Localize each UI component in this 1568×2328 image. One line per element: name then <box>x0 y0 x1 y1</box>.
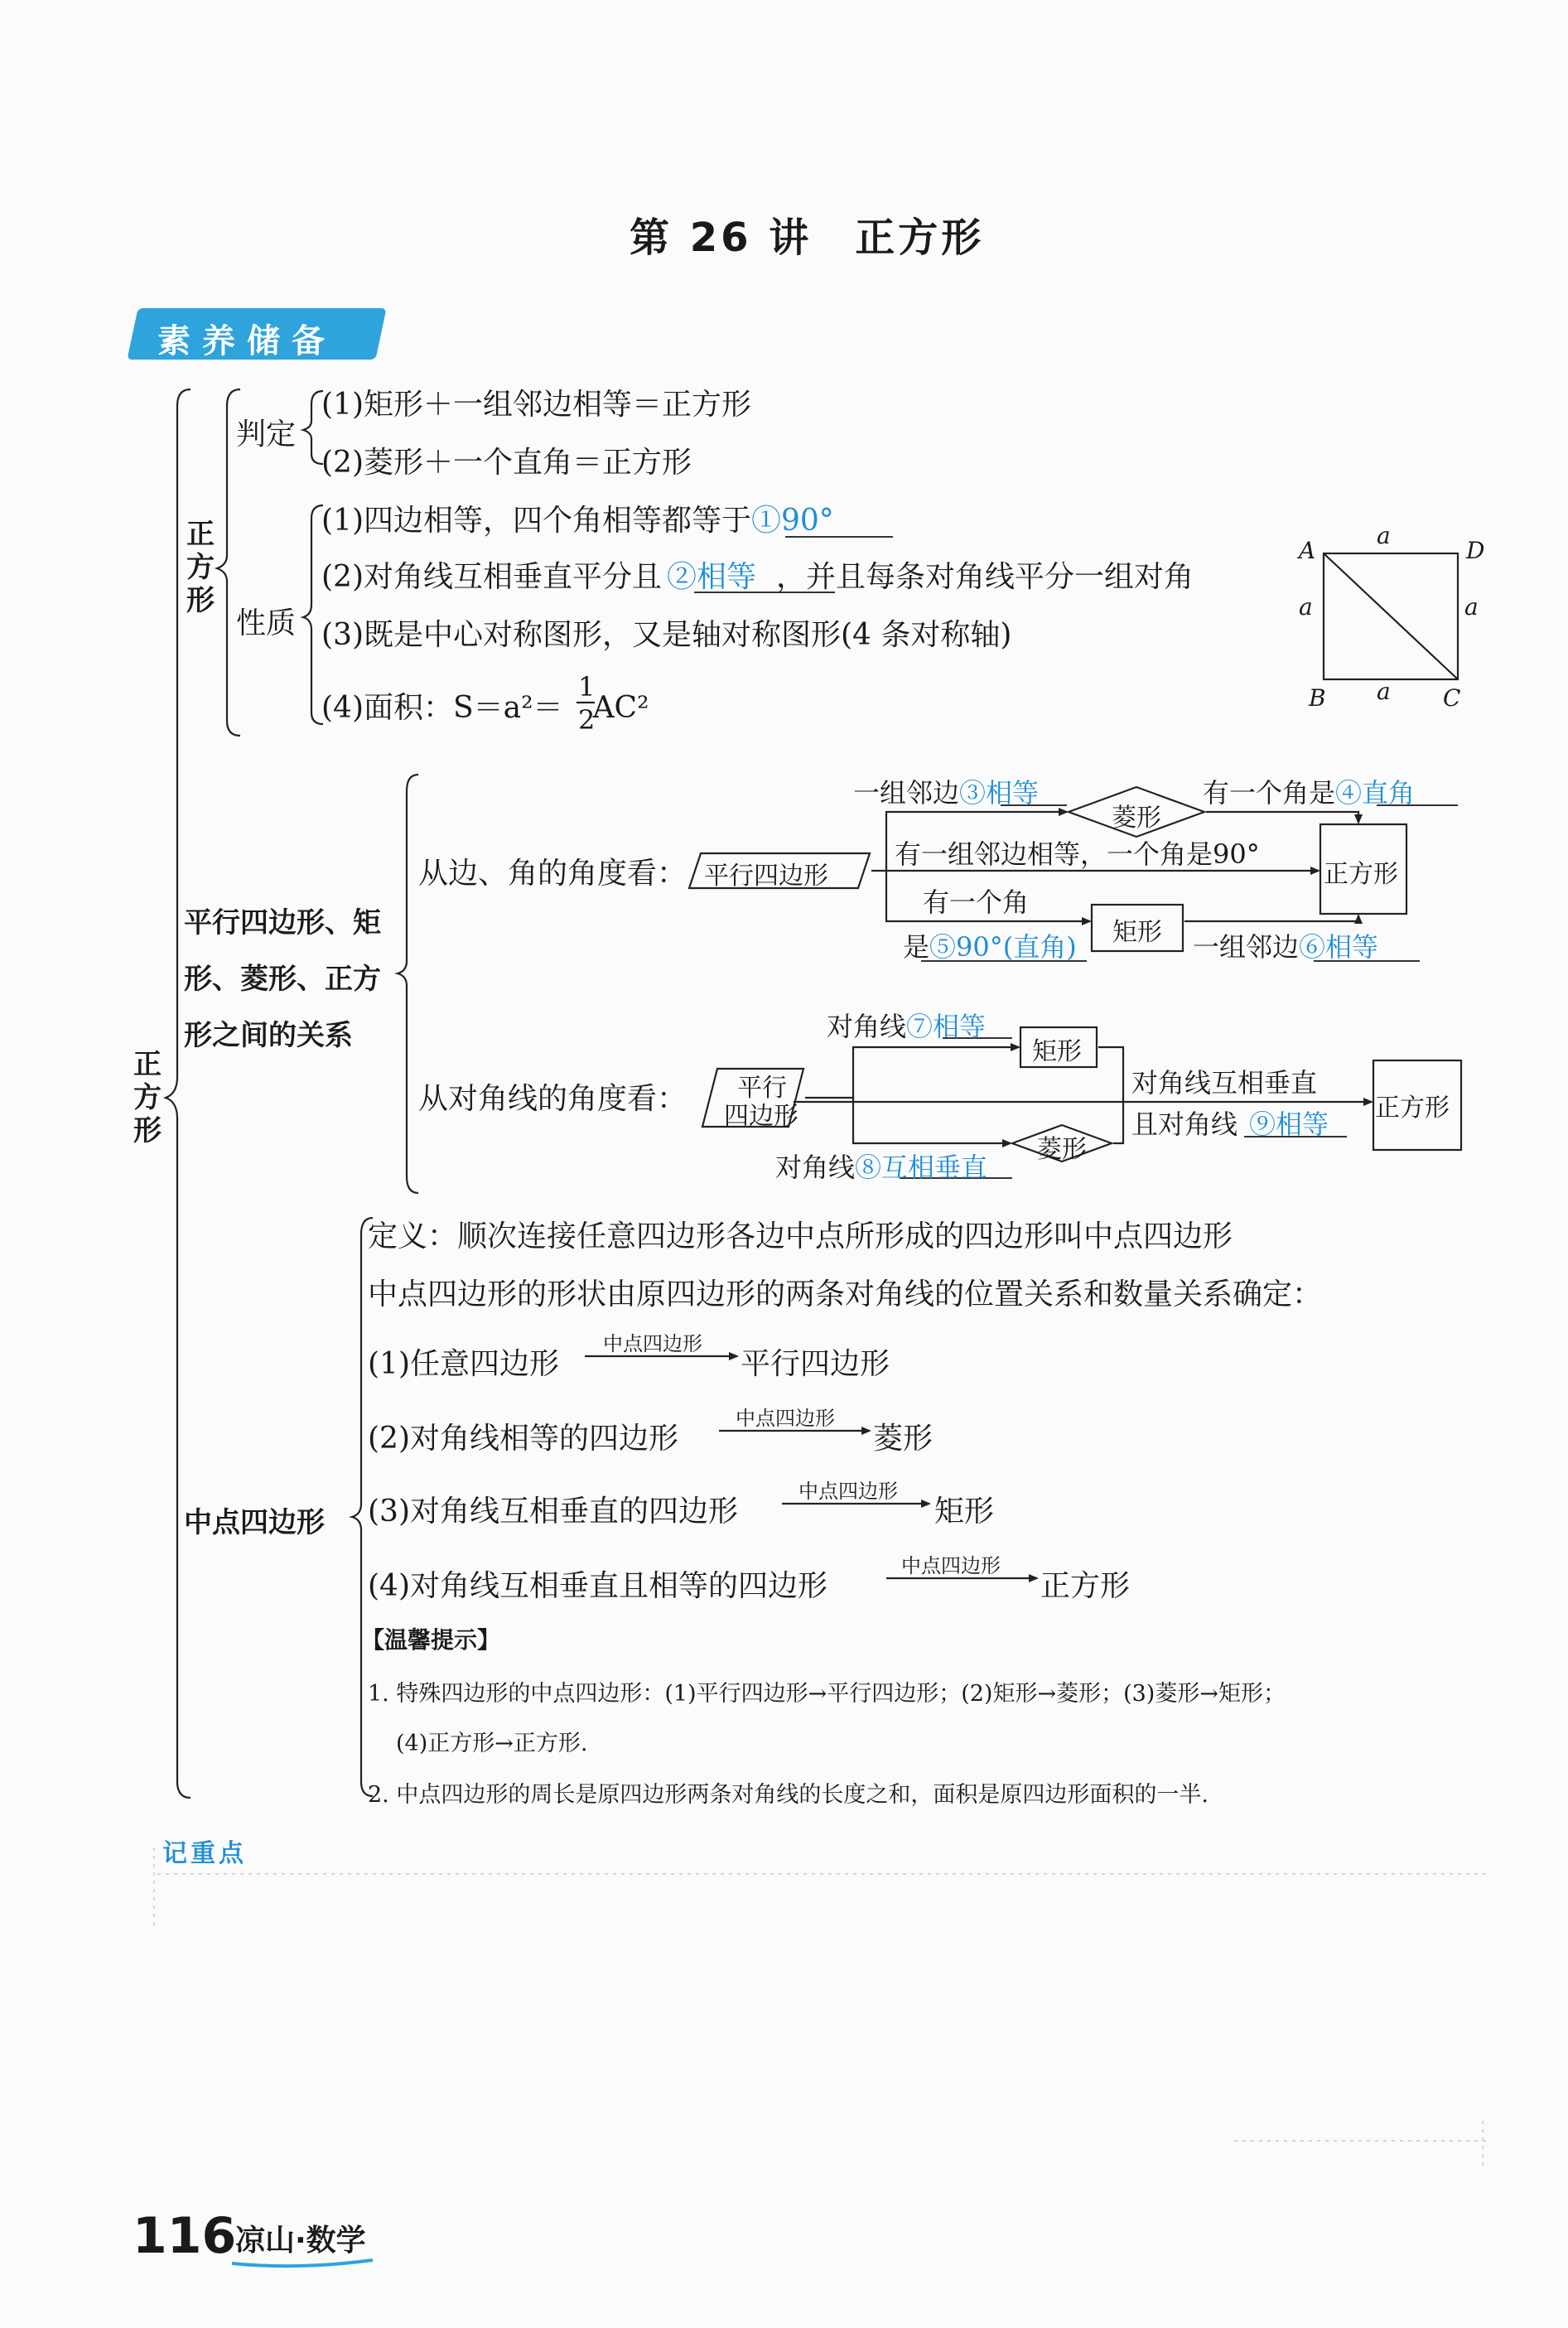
side-angle-lead: 从边、角的角度看： <box>418 857 688 891</box>
case-4-to: 正方形 <box>1040 1569 1131 1603</box>
judge-item-1: (1)矩形＋一组邻边相等＝正方形 <box>321 388 751 422</box>
edge-8 <box>775 1147 987 1185</box>
edge-7 <box>827 1006 986 1044</box>
diag-square-label: 正方形 <box>1375 1094 1450 1123</box>
figure-vertex-d: D <box>1466 537 1485 564</box>
prop-2-text: (2)对角线互相垂直平分且 <box>321 560 662 594</box>
branch3-label: 中点四边形 <box>184 1506 325 1539</box>
case-3-arrow-label: 中点四边形 <box>798 1480 898 1503</box>
figure-side-left: a <box>1299 593 1313 621</box>
tip-1a: 1. 特殊四边形的中点四边形：(1)平行四边形→平行四边形；(2)矩形→菱形；(3)菱形→矩形； <box>368 1681 1286 1707</box>
rhombus-label: 菱形 <box>1112 804 1161 833</box>
diag-rhombus-label: 菱形 <box>1037 1135 1087 1164</box>
section-banner-label: 素养储备 <box>157 322 336 360</box>
pg-label: 平行四边形 <box>704 862 828 891</box>
tips-title: 【温馨提示】 <box>361 1626 501 1654</box>
figure-side-bottom: a <box>1377 678 1391 705</box>
case-4-from: (4)对角线互相垂直且相等的四边形 <box>368 1569 827 1603</box>
figure-vertex-a: A <box>1299 537 1316 564</box>
diag-pg-line2: 四边形 <box>724 1102 798 1131</box>
edge-7-text: 对角线 <box>827 1011 907 1042</box>
figure-side-right: a <box>1464 593 1479 621</box>
edge-5-text: 是 <box>903 931 930 963</box>
edge-9 <box>1131 1104 1329 1142</box>
prop-4-prefix: (4)面积：S＝a²＝ <box>321 691 563 725</box>
answer-7: ⑦相等 <box>906 1011 987 1042</box>
square-label: 正方形 <box>1324 860 1398 889</box>
edge-6-text: 一组邻边 <box>1193 931 1300 963</box>
prop-2-tail: ，并且每条对角线平分一组对角 <box>776 560 1194 594</box>
edge-mid: 有一组邻边相等，一个角是90° <box>895 838 1260 870</box>
book-title: 凉山·数学 <box>235 2224 366 2258</box>
prop-4 <box>321 684 649 727</box>
diag-pg-line1: 平行 <box>737 1074 787 1103</box>
midpoint-description: 中点四边形的形状由原四边形的两条对角线的位置关系和数量关系确定： <box>368 1278 1323 1311</box>
answer-9: ⑨相等 <box>1249 1108 1329 1140</box>
figure-vertex-c: C <box>1443 684 1461 712</box>
branch2-label: 平行四边形、矩形、菱形、正方形之间的关系 <box>184 906 381 1052</box>
props-label: 性质 <box>236 606 297 640</box>
edge-4-text: 有一个角是 <box>1203 777 1336 809</box>
judge-label: 判定 <box>236 418 297 452</box>
diagonal-lead: 从对角线的角度看： <box>418 1082 688 1116</box>
notes-label: 记重点 <box>162 1839 247 1868</box>
case-2-from: (2)对角线相等的四边形 <box>368 1422 678 1456</box>
fraction-numerator: 1 <box>578 671 596 703</box>
branch1-label: 正方形 <box>186 518 215 617</box>
prop-3: (3)既是中心对称图形，又是轴对称图形(4 条对称轴) <box>321 618 1012 652</box>
answer-8: ⑧互相垂直 <box>855 1152 988 1183</box>
figure-side-top: a <box>1377 522 1391 549</box>
case-2-to: 菱形 <box>873 1422 934 1456</box>
root-label: 正方形 <box>133 1048 162 1147</box>
edge-9a: 对角线互相垂直 <box>1131 1067 1318 1099</box>
case-3-to: 矩形 <box>934 1495 995 1529</box>
answer-2: ②相等 <box>667 560 757 594</box>
answer-5: ⑤90°(直角) <box>929 931 1077 963</box>
edge-6 <box>1193 926 1378 964</box>
figure-vertex-b: B <box>1309 684 1326 712</box>
midpoint-definition: 定义：顺次连接任意四边形各边中点所形成的四边形叫中点四边形 <box>368 1220 1233 1253</box>
page-number: 116 <box>133 2207 237 2265</box>
prop-4-suffix: AC² <box>592 691 649 725</box>
diag-rect-label: 矩形 <box>1032 1037 1082 1066</box>
tip-2: 2. 中点四边形的周长是原四边形两条对角线的长度之和，面积是原四边形面积的一半. <box>368 1782 1209 1808</box>
case-4-arrow-label: 中点四边形 <box>901 1554 1001 1577</box>
case-1-from: (1)任意四边形 <box>368 1347 559 1381</box>
case-1-to: 平行四边形 <box>741 1347 890 1381</box>
edge-5a: 有一个角 <box>923 886 1030 918</box>
prop-2 <box>321 553 1194 596</box>
answer-3: ③相等 <box>959 777 1040 809</box>
tip-1b: (4)正方形→正方形. <box>396 1731 588 1756</box>
answer-1: ①90° <box>751 504 834 538</box>
edge-8-text: 对角线 <box>775 1152 856 1183</box>
prop-1 <box>321 497 834 539</box>
answer-4: ④直角 <box>1335 777 1416 809</box>
page-title: 第 26 讲 正方形 <box>630 215 985 261</box>
edge-3-text: 一组邻边 <box>853 777 960 809</box>
edge-9-text: 且对角线 <box>1131 1108 1238 1140</box>
answer-6: ⑥相等 <box>1299 931 1379 963</box>
judge-item-2: (2)菱形＋一个直角＝正方形 <box>321 446 692 480</box>
prop-1-text: (1)四边相等，四个角相等都等于 <box>321 504 751 538</box>
case-3-from: (3)对角线互相垂直的四边形 <box>368 1495 738 1529</box>
case-2-arrow-label: 中点四边形 <box>736 1407 835 1430</box>
edge-3 <box>853 772 1039 810</box>
case-1-arrow-label: 中点四边形 <box>603 1332 702 1355</box>
fraction-denominator: 2 <box>578 704 596 736</box>
edge-4 <box>1203 772 1415 810</box>
rect-label: 矩形 <box>1112 918 1162 947</box>
edge-5 <box>903 926 1077 964</box>
